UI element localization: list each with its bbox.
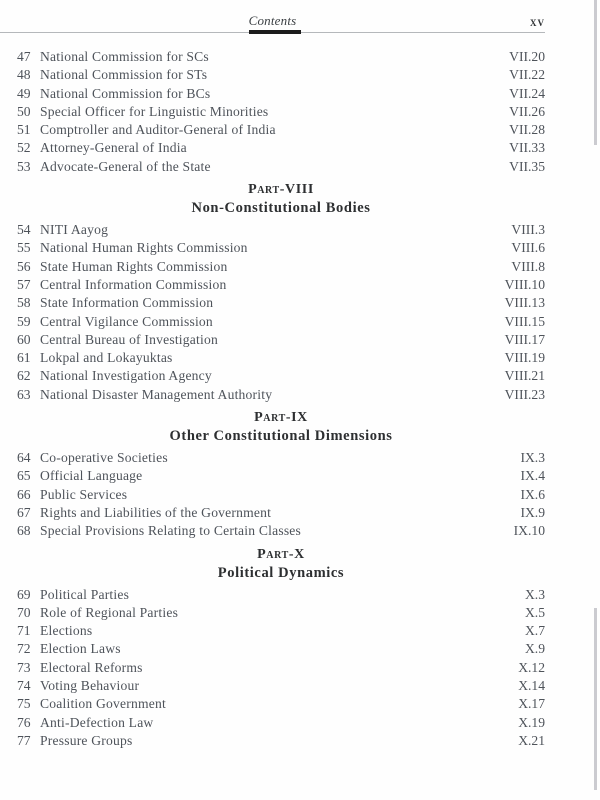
toc-entry <box>17 522 545 540</box>
entry-page-number: VII.33 <box>509 140 545 156</box>
entry-title: Official Language <box>40 468 143 484</box>
entry-title: Election Laws <box>40 641 121 657</box>
entry-page-number: X.5 <box>524 604 545 620</box>
entry-page-number: VIII.15 <box>504 313 545 329</box>
entry-page-number: VII.24 <box>509 85 545 101</box>
entry-title: Comptroller and Auditor-General of India <box>40 122 276 138</box>
entry-number: 62 <box>17 368 31 384</box>
toc-entry <box>17 622 545 640</box>
toc-entry <box>17 604 545 622</box>
entry-title: National Commission for SCs <box>40 49 209 64</box>
entry-title: Voting Behaviour <box>40 678 140 694</box>
toc-entry <box>17 386 545 404</box>
toc-entry <box>17 239 545 257</box>
toc-entry <box>17 695 545 713</box>
entry-page-number: VIII.17 <box>504 331 545 347</box>
entry-number: 65 <box>17 468 31 484</box>
entry-number: 56 <box>17 258 31 274</box>
entry-title: Co-operative Societies <box>40 450 168 466</box>
entry-number: 69 <box>17 586 31 602</box>
part-heading-block <box>17 409 545 445</box>
toc-entry <box>17 677 545 695</box>
entry-title: Public Services <box>40 486 128 502</box>
toc-entry <box>17 103 545 121</box>
entry-title: Political Parties <box>40 586 130 602</box>
entry-title: Central Vigilance Commission <box>40 313 213 329</box>
entry-page-number: VIII.13 <box>504 295 545 311</box>
part-subtitle: Political Dynamics <box>217 564 345 581</box>
toc-entry <box>17 121 545 139</box>
entry-number: 49 <box>17 85 31 101</box>
entry-number: 57 <box>17 276 31 292</box>
entry-page-number: VIII.21 <box>504 368 545 384</box>
entry-title: National Human Rights Commission <box>40 240 248 256</box>
entry-number: 63 <box>17 386 31 402</box>
entry-title: Pressure Groups <box>40 732 133 748</box>
entry-page-number: X.7 <box>524 623 545 639</box>
entry-title: National Commission for BCs <box>40 85 211 101</box>
entry-number: 77 <box>17 732 31 748</box>
entry-number: 48 <box>17 67 31 83</box>
entry-number: 51 <box>17 122 31 138</box>
entry-page-number: VII.20 <box>509 49 545 64</box>
entry-page-number: VII.26 <box>509 103 545 119</box>
entry-title: Attorney-General of India <box>40 140 187 156</box>
toc-list <box>0 34 600 750</box>
entry-page-number: VIII.6 <box>511 240 545 256</box>
entry-title: Special Officer for Linguistic Minorities <box>40 103 269 119</box>
entry-title: Central Information Commission <box>40 276 227 292</box>
entry-page-number: X.3 <box>524 586 545 602</box>
entry-number: 72 <box>17 641 31 657</box>
page-header <box>0 0 600 34</box>
toc-entry <box>17 276 545 294</box>
entry-number: 68 <box>17 523 31 539</box>
entry-number: 67 <box>17 504 31 520</box>
toc-entry <box>17 258 545 276</box>
entry-title: Elections <box>40 623 93 639</box>
toc-entry <box>17 714 545 732</box>
entry-title: National Investigation Agency <box>40 368 212 384</box>
part-heading-block <box>17 181 545 217</box>
entry-page-number: IX.10 <box>513 523 545 539</box>
entry-page-number: IX.9 <box>520 504 545 520</box>
entry-page-number: VIII.23 <box>504 386 545 402</box>
entry-page-number: X.19 <box>518 714 545 730</box>
toc-entry <box>17 732 545 750</box>
part-heading: Part-X <box>257 546 305 562</box>
toc-entry <box>17 331 545 349</box>
entry-page-number: X.14 <box>518 678 545 694</box>
page-number: xv <box>530 14 545 29</box>
entry-number: 75 <box>17 696 31 712</box>
entry-number: 76 <box>17 714 31 730</box>
entry-page-number: VII.22 <box>509 67 545 83</box>
entry-page-number: X.12 <box>518 659 545 675</box>
toc-entry <box>17 486 545 504</box>
part-subtitle: Other Constitutional Dimensions <box>169 428 393 445</box>
entry-page-number: IX.6 <box>520 486 545 502</box>
entry-page-number: VII.28 <box>509 122 545 138</box>
entry-number: 60 <box>17 331 31 347</box>
entry-title: Coalition Government <box>40 696 166 712</box>
entry-number: 59 <box>17 313 31 329</box>
entry-title: Electoral Reforms <box>40 659 143 675</box>
toc-entry <box>17 659 545 677</box>
entry-number: 61 <box>17 350 31 366</box>
entry-number: 54 <box>17 222 31 238</box>
part-heading-block <box>17 546 545 582</box>
entry-page-number: VIII.19 <box>504 350 545 366</box>
toc-entry <box>17 294 545 312</box>
toc-entry <box>17 158 545 176</box>
entry-title: Anti-Defection Law <box>40 714 154 730</box>
entry-title: National Commission for STs <box>40 67 208 83</box>
entry-number: 71 <box>17 623 31 639</box>
toc-entry <box>17 85 545 103</box>
entry-page-number: IX.4 <box>520 468 545 484</box>
entry-number: 53 <box>17 158 31 174</box>
entry-page-number: IX.3 <box>520 450 545 466</box>
toc-entry <box>17 504 545 522</box>
entry-number: 73 <box>17 659 31 675</box>
entry-number: 58 <box>17 295 31 311</box>
entry-title: State Human Rights Commission <box>40 258 228 274</box>
toc-entry <box>17 467 545 485</box>
running-head-contents: Contents <box>248 13 297 28</box>
entry-number: 47 <box>17 49 31 64</box>
entry-page-number: VII.35 <box>509 158 545 174</box>
entry-number: 55 <box>17 240 31 256</box>
toc-entry <box>17 640 545 658</box>
toc-entry <box>17 48 545 66</box>
entry-page-number: VIII.3 <box>511 222 545 238</box>
toc-entry <box>17 367 545 385</box>
entry-title: National Disaster Management Authority <box>40 386 273 402</box>
entry-page-number: X.21 <box>518 732 545 748</box>
toc-entry <box>17 139 545 157</box>
entry-number: 50 <box>17 103 31 119</box>
entry-title: NITI Aayog <box>40 222 109 238</box>
entry-title: Advocate-General of the State <box>40 158 211 174</box>
entry-page-number: VIII.10 <box>504 276 545 292</box>
entry-number: 66 <box>17 486 31 502</box>
entry-title: Role of Regional Parties <box>40 604 179 620</box>
toc-entry <box>17 313 545 331</box>
header-underline-bar <box>249 30 301 34</box>
toc-entry <box>17 449 545 467</box>
part-subtitle: Non-Constitutional Bodies <box>191 200 371 217</box>
toc-entry <box>17 66 545 84</box>
part-heading: Part-IX <box>254 410 308 426</box>
toc-entry <box>17 349 545 367</box>
part-heading: Part-VIII <box>248 182 314 198</box>
entry-page-number: VIII.8 <box>511 258 545 274</box>
entry-page-number: X.9 <box>524 641 545 657</box>
scan-edge-artifact-top <box>594 0 597 145</box>
entry-title: Central Bureau of Investigation <box>40 331 218 347</box>
entry-number: 64 <box>17 450 31 466</box>
entry-number: 74 <box>17 678 31 694</box>
entry-page-number: X.17 <box>518 696 545 712</box>
entry-title: Special Provisions Relating to Certain Classes <box>40 523 302 539</box>
entry-title: State Information Commission <box>40 295 214 311</box>
entry-title: Lokpal and Lokayuktas <box>40 350 173 366</box>
toc-entry <box>17 586 545 604</box>
entry-number: 52 <box>17 140 31 156</box>
entry-title: Rights and Liabilities of the Government <box>40 504 272 520</box>
toc-entry <box>17 221 545 239</box>
scan-edge-artifact-bottom <box>594 608 597 790</box>
entry-number: 70 <box>17 604 31 620</box>
